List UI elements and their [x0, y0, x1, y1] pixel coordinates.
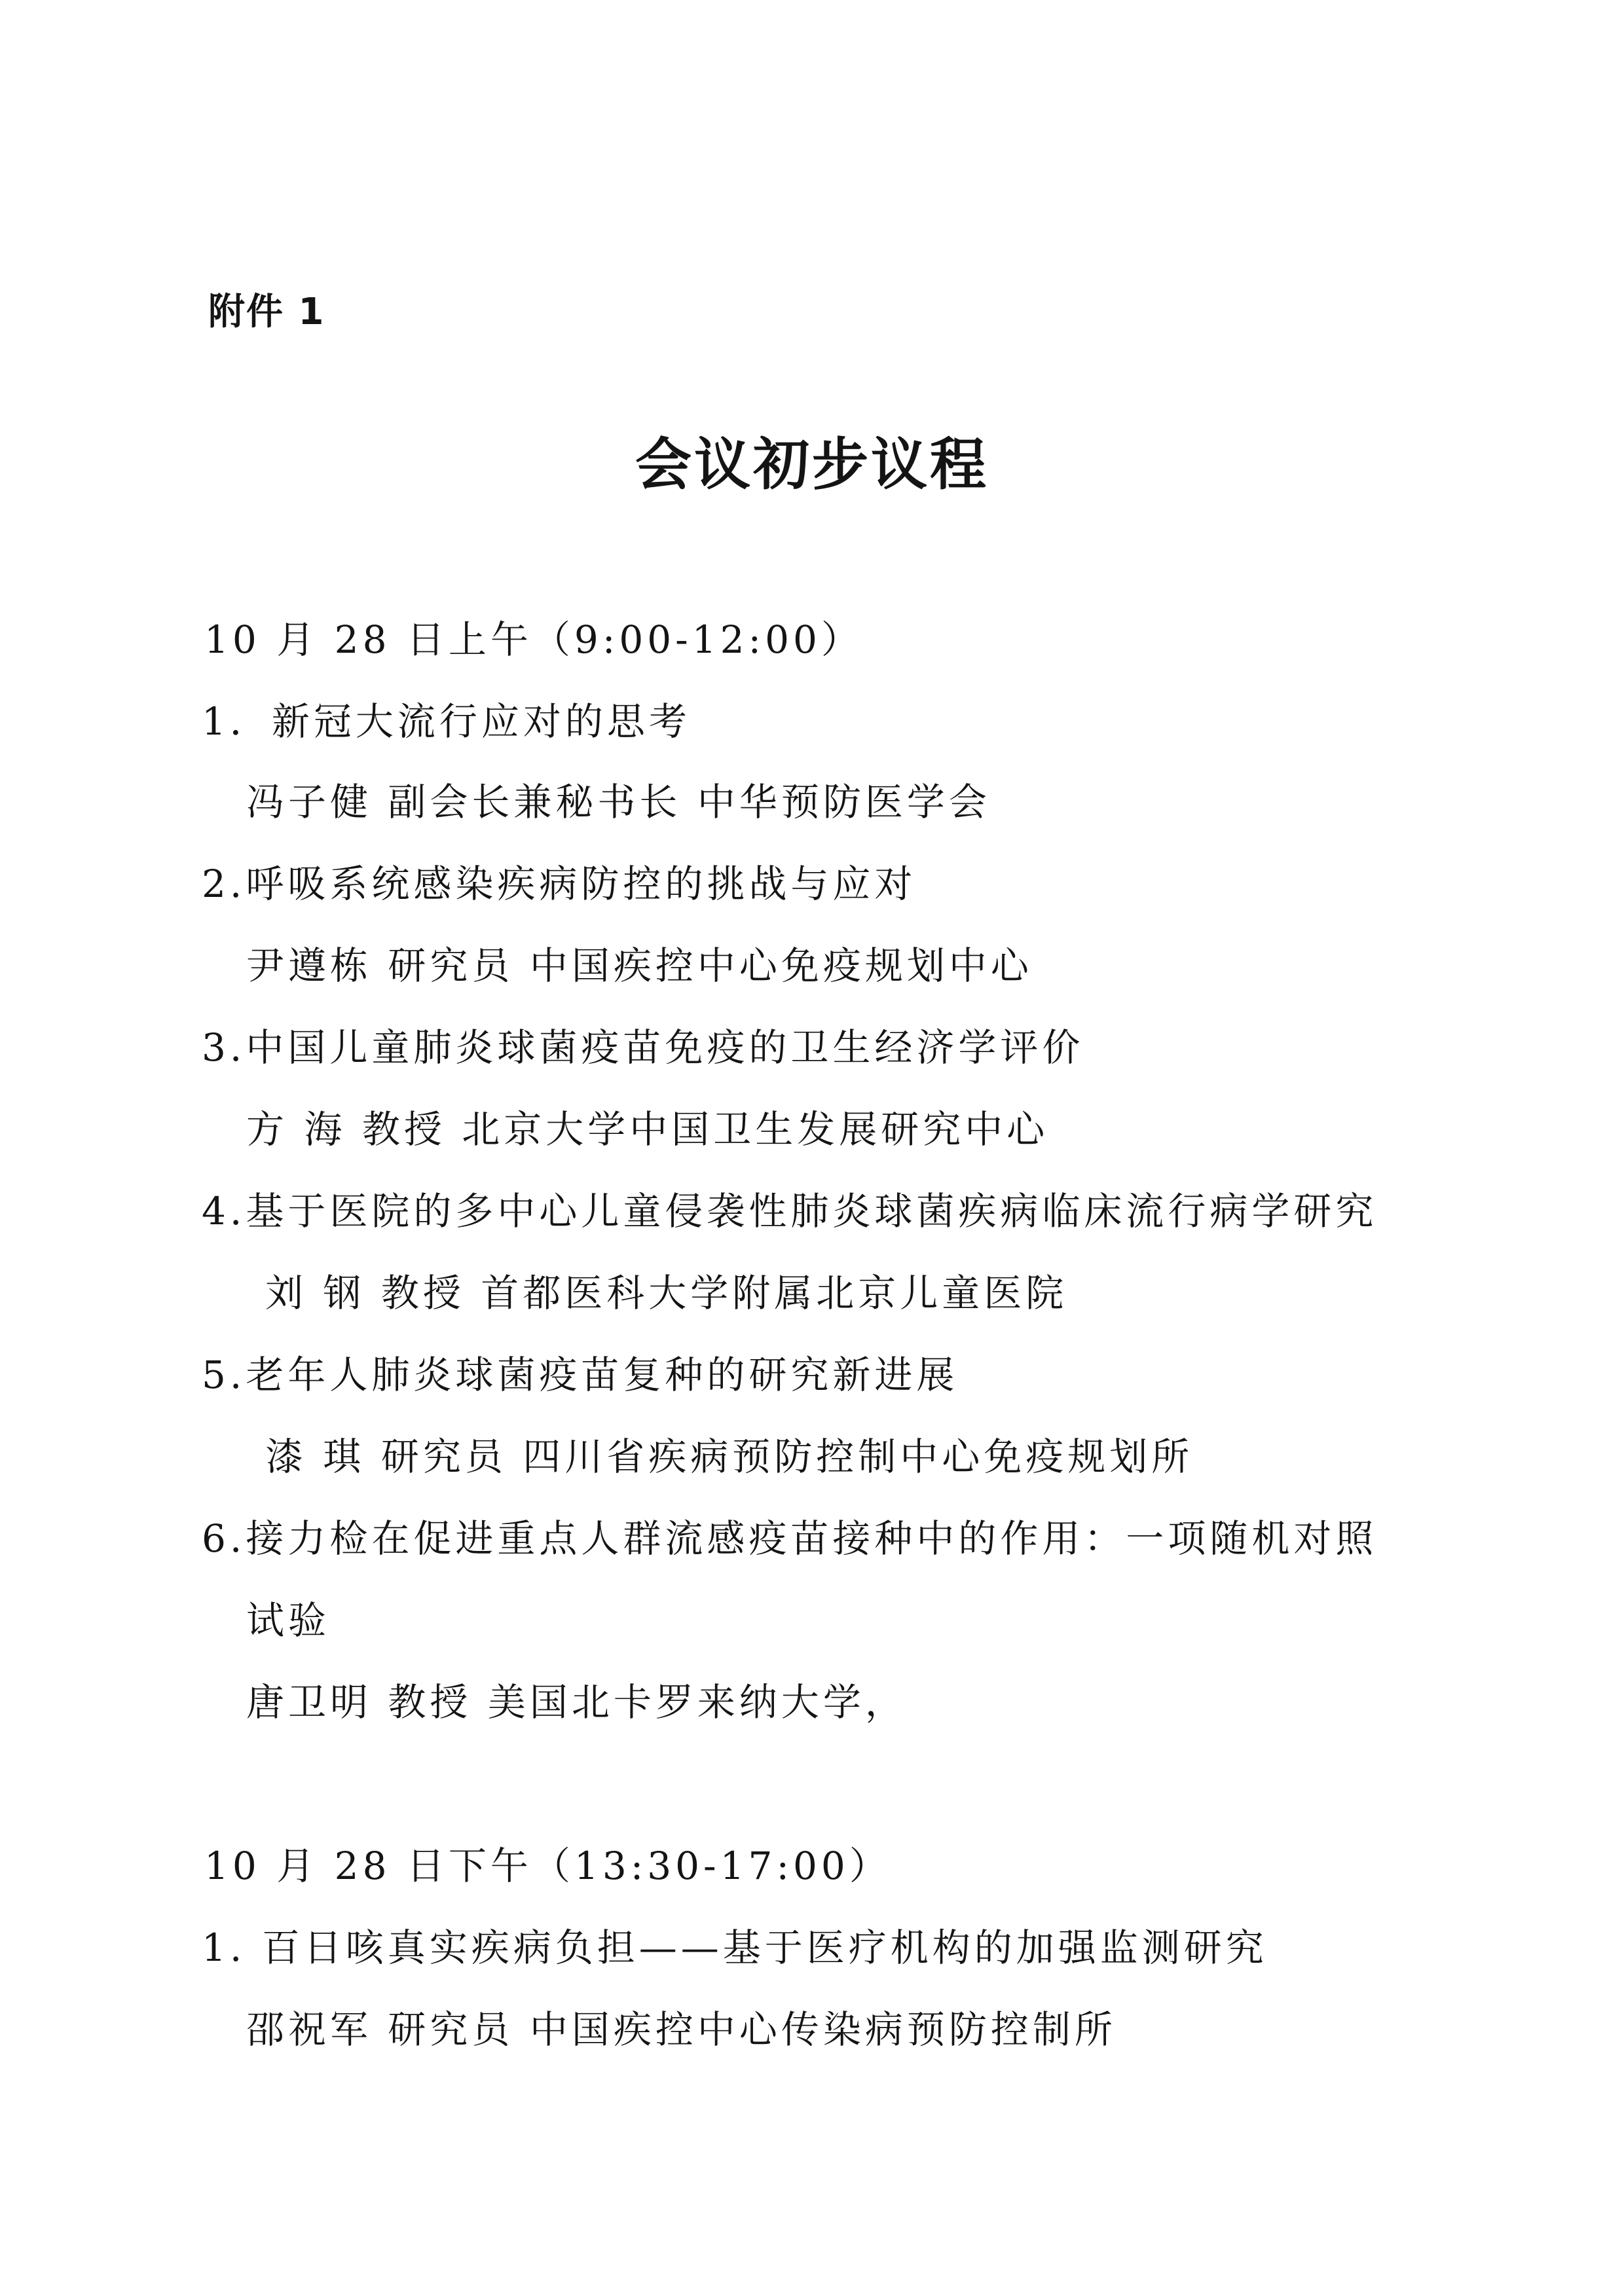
agenda-item-speaker: 尹遵栋 研究员 中国疾控中心免疫规划中心 — [246, 943, 1033, 988]
agenda-item-topic-continuation: 试验 — [246, 1598, 331, 1643]
agenda-item-speaker: 冯子健 副会长兼秘书长 中华预防医学会 — [246, 780, 991, 824]
agenda-item-speaker: 漆 琪 研究员 四川省疾病预防控制中心免疫规划所 — [265, 1434, 1194, 1479]
agenda-item-speaker: 方 海 教授 北京大学中国卫生发展研究中心 — [246, 1107, 1049, 1152]
agenda-item-topic: 1．新冠大流行应对的思考 — [202, 699, 691, 744]
agenda-item-topic: 4.基于医院的多中心儿童侵袭性肺炎球菌疾病临床流行病学研究 — [202, 1189, 1378, 1233]
session-heading-morning: 10 月 28 日上午（9:00-12:00） — [204, 617, 863, 662]
agenda-item-topic: 1. 百日咳真实疾病负担——基于医疗机构的加强监测研究 — [202, 1925, 1268, 1970]
agenda-item-topic: 5.老年人肺炎球菌疫苗复种的研究新进展 — [202, 1353, 959, 1397]
agenda-item-topic: 2.呼吸系统感染疾病防控的挑战与应对 — [202, 862, 917, 906]
agenda-item-topic: 6.接力检在促进重点人群流感疫苗接种中的作用：一项随机对照 — [202, 1516, 1378, 1561]
agenda-item-speaker: 刘 钢 教授 首都医科大学附属北京儿童医院 — [265, 1271, 1068, 1315]
attachment-label: 附件 1 — [208, 291, 325, 333]
page-title: 会议初步议程 — [635, 432, 989, 498]
session-heading-afternoon: 10 月 28 日下午（13:30-17:00） — [204, 1844, 891, 1888]
agenda-item-topic: 3.中国儿童肺炎球菌疫苗免疫的卫生经济学评价 — [202, 1025, 1084, 1070]
agenda-item-speaker: 邵祝军 研究员 中国疾控中心传染病预防控制所 — [246, 2007, 1116, 2052]
agenda-item-speaker: 唐卫明 教授 美国北卡罗来纳大学， — [246, 1680, 907, 1724]
